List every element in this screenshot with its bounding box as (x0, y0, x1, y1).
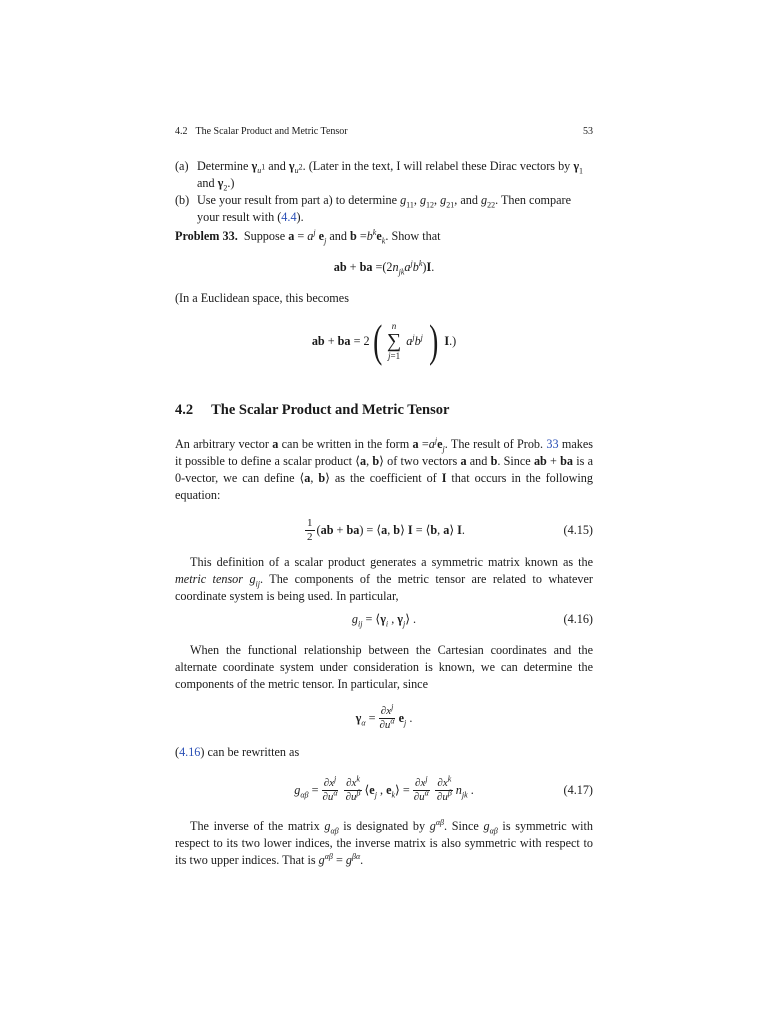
euclid-text: (In a Euclidean space, this becomes (175, 291, 349, 305)
section-title: The Scalar Product and Metric Tensor (211, 402, 450, 418)
list-text-a: Determine $\gamma_{u^1}$ and $\gamma_{u^2}$. (Later in the text, I will relabel these Dirac vectors by $\gamma_1$ and $\gamma_2$.) (197, 159, 584, 193)
equation-number-4-17: (4.17) (563, 782, 593, 797)
equation-4-15: $\frac{1}{2}$ (ab + ba) = ⟨a, b⟩ I = ⟨b, a⟩ I. (4.15) (307, 516, 593, 543)
problem-list (175, 158, 593, 226)
header-section-title: The Scalar Product and Metric Tensor (195, 126, 348, 137)
header-section-number: 4.2 (175, 126, 188, 137)
paragraph-1: An arbitrary vector a can be written in the form $a =a^je_j$. The result of Prob. 33 makes it possible to define a scalar product ⟨a, b⟩ of two vectors a and b. Since ab + ba is a 0-vector, we can define ⟨a, b⟩ as the coefficient of I that occurs in the following equation: (175, 435, 594, 502)
equation-euclidean: ab + ba = 2 ( n ∑ j=1 $a^jb^j$ ) I.) (311, 315, 457, 366)
list-item-b (175, 192, 593, 226)
equation-4-16: $g_{ij}$ = $⟨\gamma_i$ , $\gamma_j⟩$ . (4.16) (351, 612, 593, 629)
ref-link-4-4[interactable]: 4.4 (281, 210, 297, 224)
rewrite-text: (4.16) can be rewritten as (175, 745, 300, 759)
ref-link-4-16[interactable]: 4.16 (179, 745, 201, 759)
paragraph-3: When the functional relationship between the Cartesian coordinates and the alternate coordinate system under consideration is known, we can determine the components of the metric tensor. In particular, since (175, 643, 593, 691)
running-header (175, 126, 593, 137)
equation-number-4-15: (4.15) (563, 522, 593, 537)
page-number: 53 (583, 126, 593, 137)
equation-4-17: $g_{\alpha\beta}$ = $\frac{\partial x^j}{\partial u^\alpha}$ $\frac{\partial x^k}{\partial u^\beta}$ $⟨e_j$ , $e_k⟩$ = $\frac{\partial x^j}{\partial u^\alpha}$ $\frac{\partial x^k}{\partial u^\beta}$ $n_{jk}$ . (4.17) (294, 773, 593, 803)
paragraph-2: This definition of a scalar product generates a symmetric matrix known as the metric tensor $g_{ij}$. The components of the metric tensor are related to whatever coordinate system is being used. In particular, (175, 555, 593, 603)
list-label-b: (b) (175, 193, 190, 207)
equation-gamma-alpha: $\gamma_\alpha$ = $\frac{\partial x^j}{\partial u^\alpha}$ $e_j$ . (355, 701, 413, 731)
section-number: 4.2 (175, 402, 194, 418)
list-text-b: Use your result from part a) to determine $g_{11}$, $g_{12}$, $g_{21}$, and $g_{22}$. Then compare your result with (4.4). (197, 193, 571, 224)
problem-33: Problem 33. Suppose $a = a^j$ $e_j$ and $b =b^ke_k$. Show that (175, 227, 441, 246)
paragraph-4: The inverse of the matrix $g_{\alpha\beta}$ is designated by $g^{\alpha\beta}$. Since $g_{\alpha\beta}$ is symmetric with respect to its two lower indices, the inverse matrix is also symmetric with respect to its two upper indices. That is $g^{\alpha\beta} = g^{\beta\alpha}$. (175, 817, 594, 867)
equation-number-4-16: (4.16) (563, 612, 593, 626)
list-label-a: (a) (175, 159, 189, 173)
equation-ab-ba: ab + ba $=(2n_{jk}a^jb^k)I$. (333, 258, 435, 277)
problem-label: Problem 33. (175, 229, 238, 243)
list-item-a (175, 158, 593, 192)
section-heading (175, 402, 449, 419)
ref-link-prob-33[interactable]: 33 (546, 437, 559, 451)
